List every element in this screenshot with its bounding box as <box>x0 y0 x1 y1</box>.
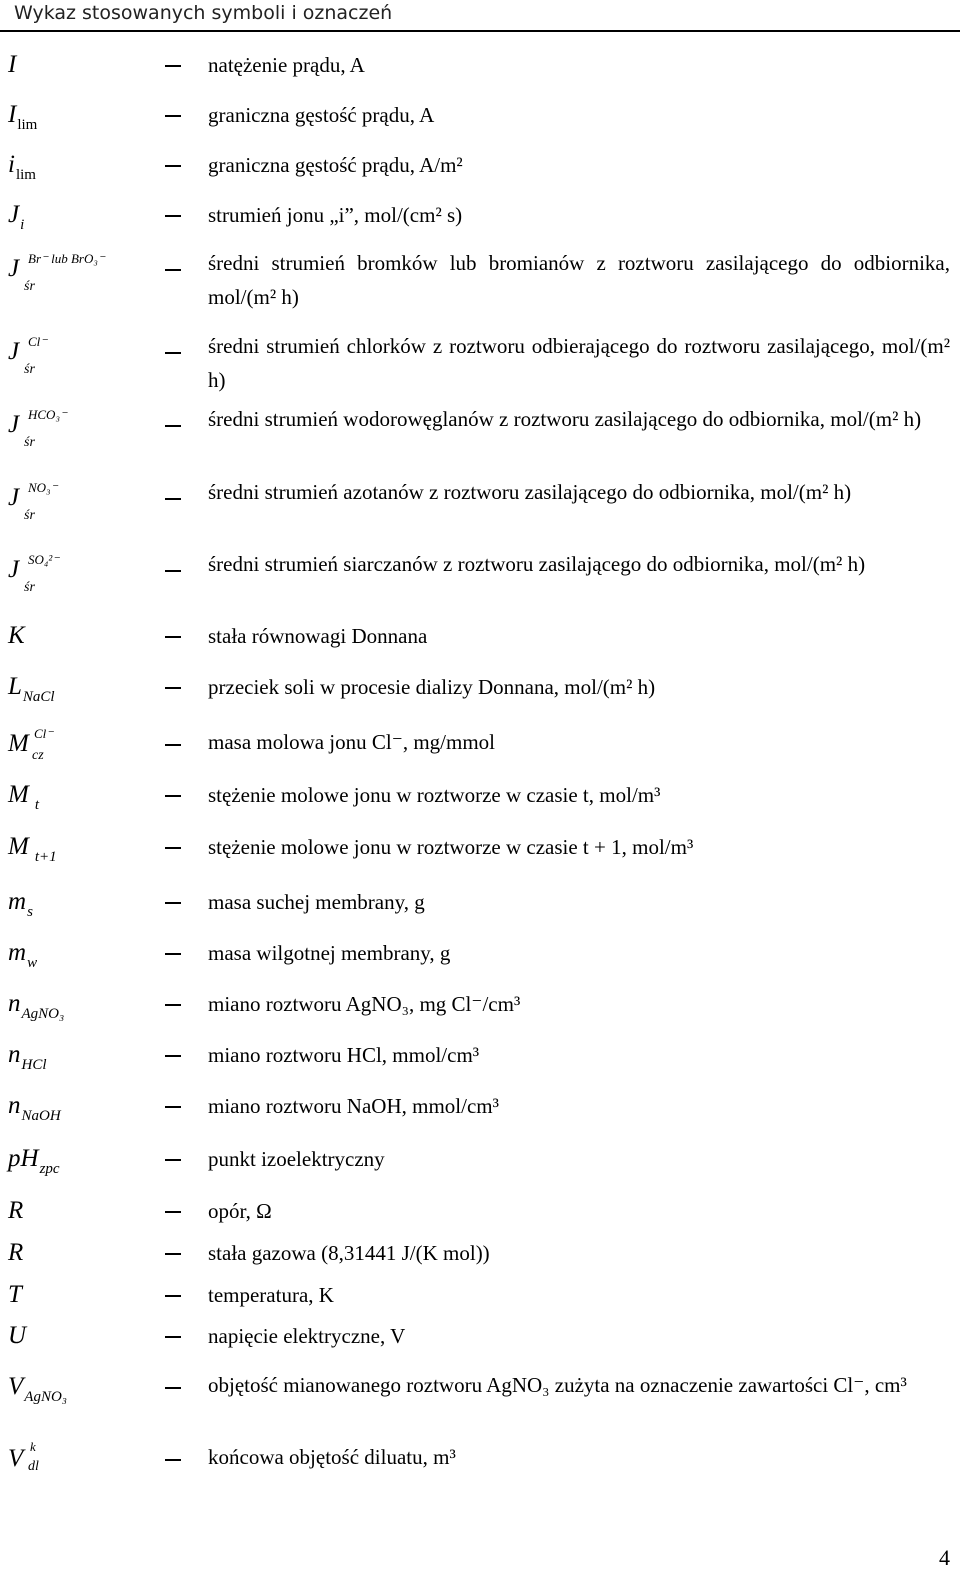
description: końcowa objętość diluatu, m³ <box>208 1445 456 1469</box>
description: stała równowagi Donnana <box>208 624 428 648</box>
description: punkt izoelektryczny <box>208 1147 385 1171</box>
dash <box>165 953 181 955</box>
dash <box>165 687 181 689</box>
symbol: K <box>8 622 25 649</box>
dash <box>165 425 181 427</box>
dash <box>165 744 181 746</box>
dash <box>165 498 181 500</box>
dash <box>165 1106 181 1108</box>
symbol: M Cl⁻ cz <box>8 726 54 763</box>
description: strumień jonu „i”, mol/(cm² s) <box>208 203 463 227</box>
dash <box>165 65 181 67</box>
symbol: $m_s$ <box>8 888 33 920</box>
symbol: M $_{t+1}$ <box>8 833 57 865</box>
dash <box>165 1211 181 1213</box>
description: średni strumień chlorków z roztworu odbierającego do roztworu zasilającego, mol/(m² h) <box>208 334 950 392</box>
dash <box>165 1253 181 1255</box>
symbol: J HCO₃⁻ śr <box>8 407 67 450</box>
description: natężenie prądu, A <box>208 53 365 77</box>
description: miano roztworu HCl, mmol/cm³ <box>208 1043 480 1067</box>
symbol: J Cl⁻ śr <box>8 334 48 377</box>
dash <box>165 165 181 167</box>
description: graniczna gęstość prądu, A/m² <box>208 153 463 177</box>
description: miano roztworu NaOH, mmol/cm³ <box>208 1094 499 1118</box>
symbol: $n_{NaOH}$ <box>8 1092 61 1124</box>
page-number: 4 <box>939 1545 950 1570</box>
dash <box>165 1295 181 1297</box>
description: średni strumień wodorowęglanów z roztworu zasilającego do odbiornika, mol/(m² h) <box>208 407 922 431</box>
description: napięcie elektryczne, V <box>208 1324 406 1348</box>
dash <box>165 1055 181 1057</box>
description: stężenie molowe jonu w roztworze w czasie t, mol/m³ <box>208 783 661 807</box>
description: graniczna gęstość prądu, A <box>208 103 435 127</box>
description: opór, Ω <box>208 1199 272 1223</box>
dash <box>165 269 181 271</box>
dash <box>165 1387 181 1389</box>
description: średni strumień azotanów z roztworu zasilającego do odbiornika, mol/(m² h) <box>208 480 852 504</box>
dash <box>165 1004 181 1006</box>
description: masa suchej membrany, g <box>208 890 425 914</box>
description: miano roztworu AgNO₃, mg Cl⁻/cm³ <box>208 992 521 1016</box>
symbol: V k dl <box>8 1439 39 1474</box>
symbol: $I_{lim}$ <box>8 101 38 133</box>
symbol: $L_{NaCl}$ <box>8 673 55 705</box>
dash <box>165 115 181 117</box>
description: średni strumień siarczanów z roztworu zasilającego do odbiornika, mol/(m² h) <box>208 552 866 576</box>
symbol: J NO₃⁻ śr <box>8 480 58 523</box>
dash <box>165 352 181 354</box>
dash <box>165 1459 181 1461</box>
symbol: M $_t$ <box>8 781 39 813</box>
dash <box>165 1336 181 1338</box>
dash <box>165 902 181 904</box>
description: stężenie molowe jonu w roztworze w czasie t + 1, mol/m³ <box>208 835 694 859</box>
description: przeciek soli w procesie dializy Donnana, mol/(m² h) <box>208 675 656 699</box>
dash <box>165 570 181 572</box>
symbol: T <box>8 1281 22 1308</box>
symbol: $i_{lim}$ <box>8 151 36 183</box>
symbol: U <box>8 1322 27 1349</box>
symbol: $m_w$ <box>8 939 38 971</box>
page-title: Wykaz stosowanych symboli i oznaczeń <box>14 2 393 24</box>
symbol: J SO₄²⁻ śr <box>8 552 60 595</box>
page-header <box>0 0 960 32</box>
symbol: J Br⁻ lub BrO₃⁻ śr <box>8 251 105 294</box>
description: masa molowa jonu Cl⁻, mg/mmol <box>208 730 495 754</box>
dash <box>165 215 181 217</box>
description: stała gazowa (8,31441 J/(K mol)) <box>208 1241 490 1265</box>
description: temperatura, K <box>208 1283 334 1307</box>
dash <box>165 636 181 638</box>
symbol: $pH_{zpc}$ <box>8 1145 60 1177</box>
description: objętość mianowanego roztworu AgNO₃ zużyta na oznaczenie zawartości Cl⁻, cm³ <box>208 1373 907 1397</box>
dash <box>165 847 181 849</box>
description: masa wilgotnej membrany, g <box>208 941 451 965</box>
symbol: R <box>8 1197 24 1224</box>
description: średni strumień bromków lub bromianów z roztworu zasilającego do odbiornika, mol/(m² h) <box>208 251 950 309</box>
symbol: $n_{AgNO_3}$ <box>8 990 65 1022</box>
symbol: $V_{AgNO_3}$ <box>8 1373 67 1405</box>
symbol: I <box>8 51 17 78</box>
symbol: $J_i$ <box>8 201 25 233</box>
dash <box>165 795 181 797</box>
symbol: $n_{HCl}$ <box>8 1041 47 1073</box>
dash <box>165 1159 181 1161</box>
symbol: R <box>8 1239 24 1266</box>
